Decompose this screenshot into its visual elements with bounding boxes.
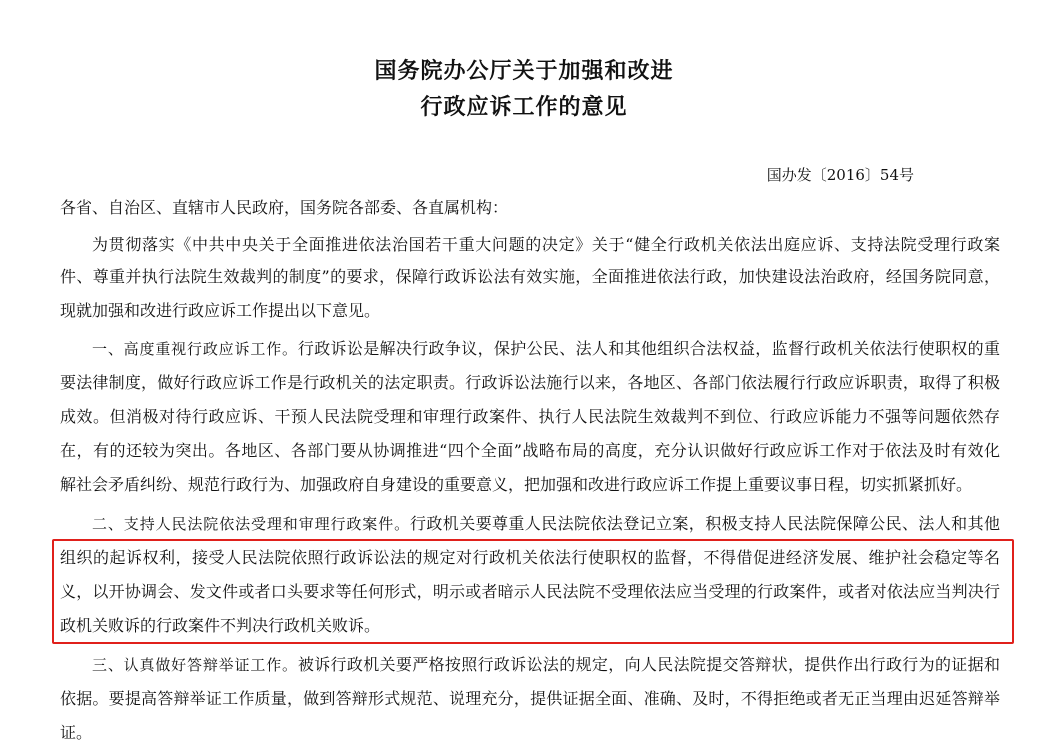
- section-1-line: 解社会矛盾纠纷、规范行政行为、加强政府自身建设的重要意义，把加强和改进行政应诉工作提上重要议事日程，切实抓紧抓好。: [60, 475, 973, 494]
- recipients-line: 各省、自治区、直辖市人民政府，国务院各部委、各直属机构：: [60, 198, 509, 217]
- section-2-line: 组织的起诉权利，接受人民法院依照行政诉讼法的规定对行政机关依法行使职权的监督，不得借促进经济发展、维护社会稳定等名: [60, 548, 1000, 567]
- section-3-line: 依据。要提高答辩举证工作质量，做到答辩形式规范、说理充分，提供证据全面、准确、及时，不得拒绝或者无正当理由迟延答辩举: [60, 689, 1000, 708]
- section-3-line: 证。: [60, 723, 93, 742]
- document-title-line-1: 国务院办公厅关于加强和改进: [374, 58, 674, 84]
- section-3-first-line: [60, 655, 1000, 675]
- intro-line: 为贯彻落实《中共中央关于全面推进依法治国若干重大问题的决定》关于“健全行政机关依法出庭应诉、支持法院受理行政案: [92, 235, 1000, 254]
- highlight-annotation-box: [52, 539, 1014, 644]
- section-1-line: 要法律制度，做好行政应诉工作是行政机关的法定职责。行政诉讼法施行以来，各地区、各部门依法履行行政应诉职责，取得了积极: [60, 373, 1000, 392]
- section-1-line: 在，有的还较为突出。各地区、各部门要从协调推进“四个全面”战略布局的高度，充分认识做好行政应诉工作对于依法及时有效化: [60, 441, 1000, 460]
- section-3-heading: 三、认真做好答辩举证工作。: [92, 656, 298, 674]
- intro-line: 现就加强和改进行政应诉工作提出以下意见。: [60, 301, 381, 320]
- section-2-heading: 二、支持人民法院依法受理和审理行政案件。: [92, 515, 410, 533]
- intro-line: 件、尊重并执行法院生效裁判的制度”的要求，保障行政诉讼法有效实施，全面推进依法行政，加快建设法治政府，经国务院同意，: [60, 267, 1000, 286]
- section-3-text: 被诉行政机关要严格按照行政诉讼法的规定，向人民法院提交答辩状，提供作出行政行为的证据和: [297, 655, 1000, 674]
- section-1-heading: 一、高度重视行政应诉工作。: [92, 340, 298, 358]
- section-2-text: 行政机关要尊重人民法院依法登记立案，积极支持人民法院保障公民、法人和其他: [410, 514, 1000, 533]
- section-1-first-line: [60, 339, 1000, 359]
- document-title-line-2: 行政应诉工作的意见: [420, 94, 628, 120]
- document-number: 国办发〔2016〕54号: [766, 166, 914, 184]
- section-2-line: 政机关败诉的行政案件不判决行政机关败诉。: [60, 616, 381, 635]
- section-1-text: 行政诉讼是解决行政争议，保护公民、法人和其他组织合法权益，监督行政机关依法行使职权的重: [297, 339, 1000, 358]
- section-2-line: 义，以开协调会、发文件或者口头要求等任何形式，明示或者暗示人民法院不受理依法应当受理的行政案件，或者对依法应当判决行: [60, 582, 1000, 601]
- section-2-first-line: [60, 514, 1000, 534]
- section-1-line: 成效。但消极对待行政应诉、干预人民法院受理和审理行政案件、执行人民法院生效裁判不到位、行政应诉能力不强等问题依然存: [60, 407, 1000, 426]
